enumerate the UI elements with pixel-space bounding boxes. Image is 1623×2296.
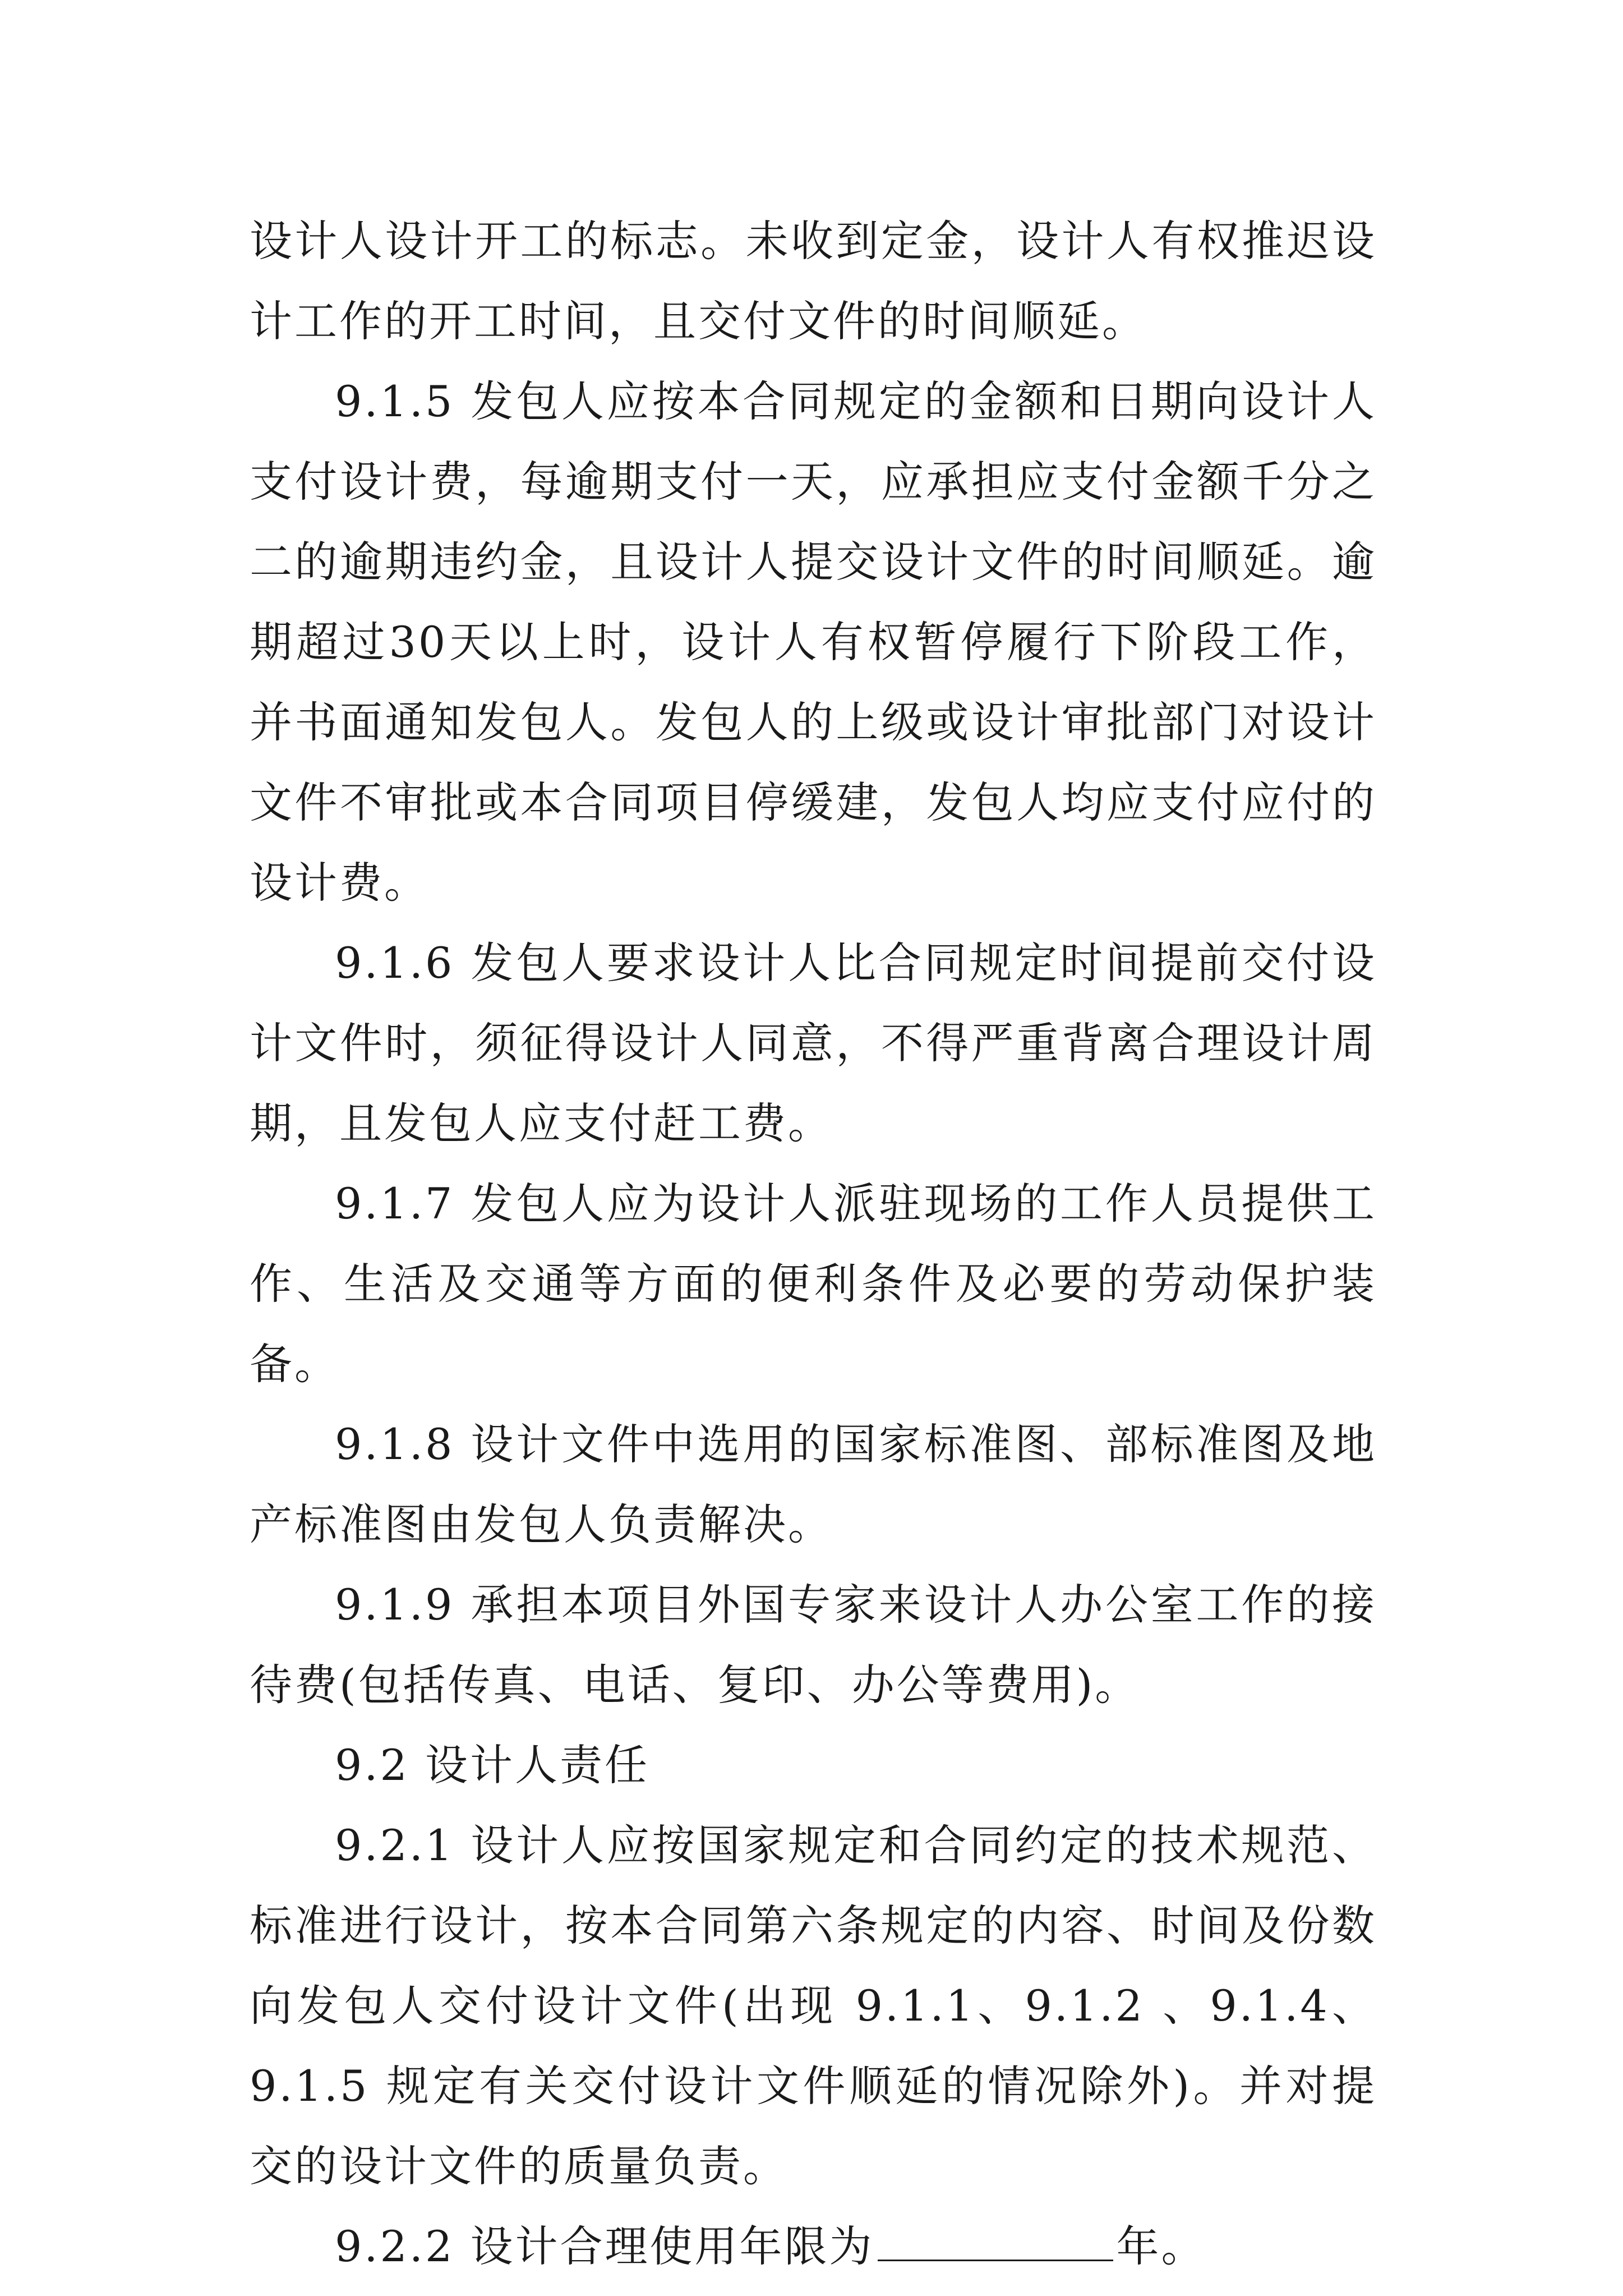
paragraph-9-2-2 — [250, 2206, 1377, 2286]
paragraph-9-2-1: 9.2.1 设计人应按国家规定和合同约定的技术规范、标准进行设计，按本合同第六条规定的内容、时间及份数向发包人交付设计文件(出现 9.1.1、9.1.2 、9.1.4、9.1.5 规定有关交付设计文件顺延的情况除外)。并对提交的设计文件的质量负责。 — [250, 1820, 1377, 2191]
paragraph-continuation: 设计人设计开工的标志。未收到定金，设计人有权推迟设计工作的开工时间，且交付文件的时间顺延。 — [250, 216, 1377, 346]
paragraph-9-2-2-prefix: 9.2.2 设计合理使用年限为 — [335, 2221, 874, 2271]
paragraph-9-1-6: 9.1.6 发包人要求设计人比合同规定时间提前交付设计文件时，须征得设计人同意，不得严重背离合理设计周期，且发包人应支付赶工费。 — [250, 938, 1377, 1148]
paragraph-9-1-9: 9.1.9 承担本项目外国专家来设计人办公室工作的接待费(包括传真、电话、复印、办公等费用)。 — [250, 1580, 1377, 1710]
paragraph-9-1-7: 9.1.7 发包人应为设计人派驻现场的工作人员提供工作、生活及交通等方面的便利条件及必要的劳动保护装备。 — [250, 1179, 1377, 1389]
paragraph-9-2-2-suffix: 年。 — [1116, 2221, 1206, 2271]
section-heading-9-2: 9.2 设计人责任 — [335, 1740, 650, 1790]
paragraph-9-1-8: 9.1.8 设计文件中选用的国家标准图、部标准图及地产标准图由发包人负责解决。 — [250, 1419, 1377, 1549]
paragraph-9-1-5: 9.1.5 发包人应按本合同规定的金额和日期向设计人支付设计费，每逾期支付一天，应承担应支付金额千分之二的逾期违约金，且设计人提交设计文件的时间顺延。逾期超过30天以上时，设计人有权暂停履行下阶段工作，并书面通知发包人。发包人的上级或设计审批部门对设计文件不审批或本合同项目停缓建，发包人均应支付应付的设计费。 — [250, 376, 1377, 908]
document-body — [250, 201, 1377, 2286]
blank-fill-line — [878, 2215, 1113, 2261]
